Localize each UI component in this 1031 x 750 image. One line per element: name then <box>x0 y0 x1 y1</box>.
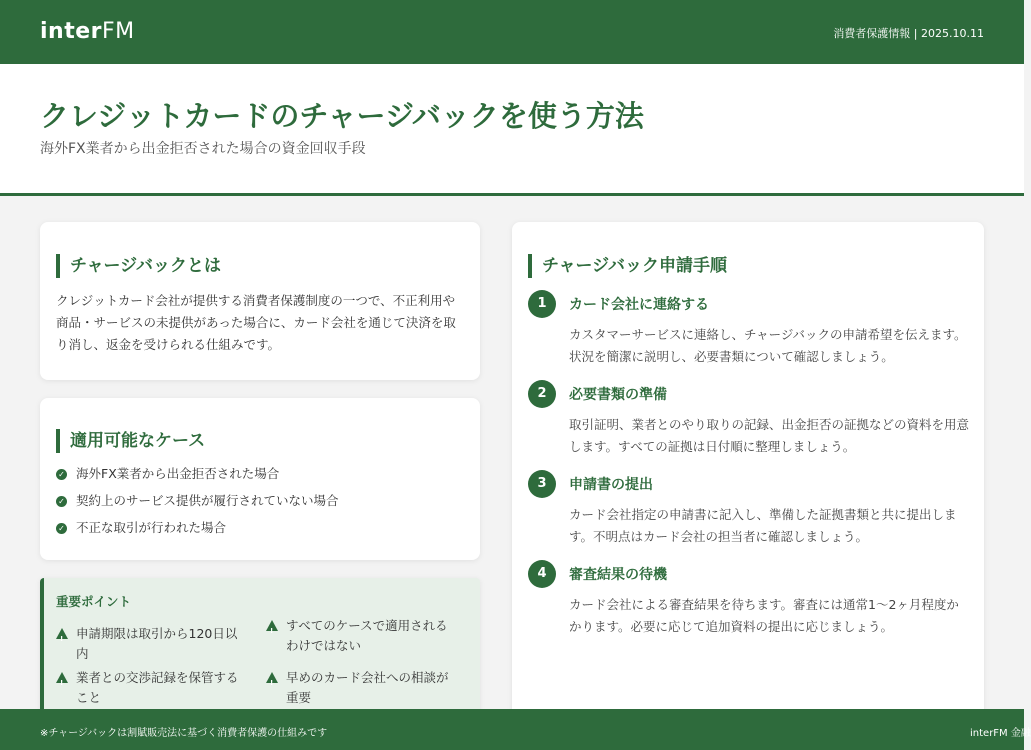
about-body: クレジットカード会社が提供する消費者保護制度の一つで、不正利用や商品・サービスの未提供があった場合に、カード会社を通じて決済を取り消し、返金を受けられる仕組みです。 <box>56 293 456 352</box>
point-text: すべてのケースで適用されるわけではない <box>286 618 448 653</box>
list-item <box>56 491 339 518</box>
cases-list <box>56 464 339 545</box>
step-description: カスタマーサービスに連絡し、チャージバックの申請希望を伝えます。状況を簡潔に説明し、必要書類について確認しましょう。 <box>569 327 967 364</box>
steps-card <box>512 222 984 722</box>
cases-card <box>40 398 480 560</box>
check-circle-icon: ✓ <box>56 496 67 507</box>
logo[interactable] <box>40 19 135 44</box>
point-item <box>266 616 451 656</box>
steps-title: チャージバック申請手順 <box>528 254 727 278</box>
step-number-badge: 4 <box>528 560 556 588</box>
step-number-badge: 2 <box>528 380 556 408</box>
step-description: 取引証明、業者とのやり取りの記録、出金拒否の証拠などの資料を用意します。すべての証拠は日付順に整理しましょう。 <box>569 417 970 454</box>
check-circle-icon: ✓ <box>56 523 67 534</box>
list-item <box>56 518 339 545</box>
top-bar <box>0 0 1024 64</box>
step-number-badge: 1 <box>528 290 556 318</box>
step-title: 審査結果の待機 <box>569 567 667 583</box>
logo-light: FM <box>102 19 135 44</box>
important-points-card <box>40 578 480 718</box>
hero <box>0 64 1024 196</box>
point-text: 申請期限は取引から120日以内 <box>76 626 238 661</box>
case-text: 海外FX業者から出金拒否された場合 <box>76 466 280 481</box>
footer-note: ※チャージバックは割賦販売法に基づく消費者保護の仕組みです <box>40 728 328 739</box>
step-title: カード会社に連絡する <box>569 297 709 313</box>
step-title: 申請書の提出 <box>569 477 653 493</box>
page-title: クレジットカードのチャージバックを使う方法 <box>40 99 644 133</box>
case-text: 契約上のサービス提供が履行されていない場合 <box>76 493 339 508</box>
check-circle-icon: ✓ <box>56 469 67 480</box>
warning-icon <box>266 672 278 683</box>
warning-icon <box>266 620 278 631</box>
point-item <box>56 624 241 664</box>
about-title: チャージバックとは <box>56 254 221 278</box>
point-text: 業者との交渉記録を保管すること <box>76 670 239 705</box>
warning-icon <box>56 628 68 639</box>
step-description: カード会社による審査結果を待ちます。審査には通常1〜2ヶ月程度かかります。必要に応じて追加資料の提出に応じましょう。 <box>569 597 959 634</box>
list-item <box>56 464 339 491</box>
page-subtitle: 海外FX業者から出金拒否された場合の資金回収手段 <box>40 141 366 157</box>
points-title: 重要ポイント <box>56 594 132 609</box>
footer <box>0 709 1031 750</box>
footer-brand: interFM 金融 <box>970 728 1031 739</box>
case-text: 不正な取引が行われた場合 <box>76 520 227 535</box>
step-description: カード会社指定の申請書に記入し、準備した証拠書類と共に提出します。不明点はカード会社の担当者に確認しましょう。 <box>569 507 957 544</box>
point-text: 早めのカード会社への相談が重要 <box>286 670 449 705</box>
step-title: 必要書類の準備 <box>569 387 667 403</box>
header-meta: 消費者保護情報 | 2025.10.11 <box>833 27 984 40</box>
about-card <box>40 222 480 380</box>
cases-title: 適用可能なケース <box>56 429 205 453</box>
warning-icon <box>56 672 68 683</box>
logo-bold: inter <box>40 19 102 44</box>
point-item <box>266 668 451 708</box>
step-number-badge: 3 <box>528 470 556 498</box>
point-item <box>56 668 241 708</box>
